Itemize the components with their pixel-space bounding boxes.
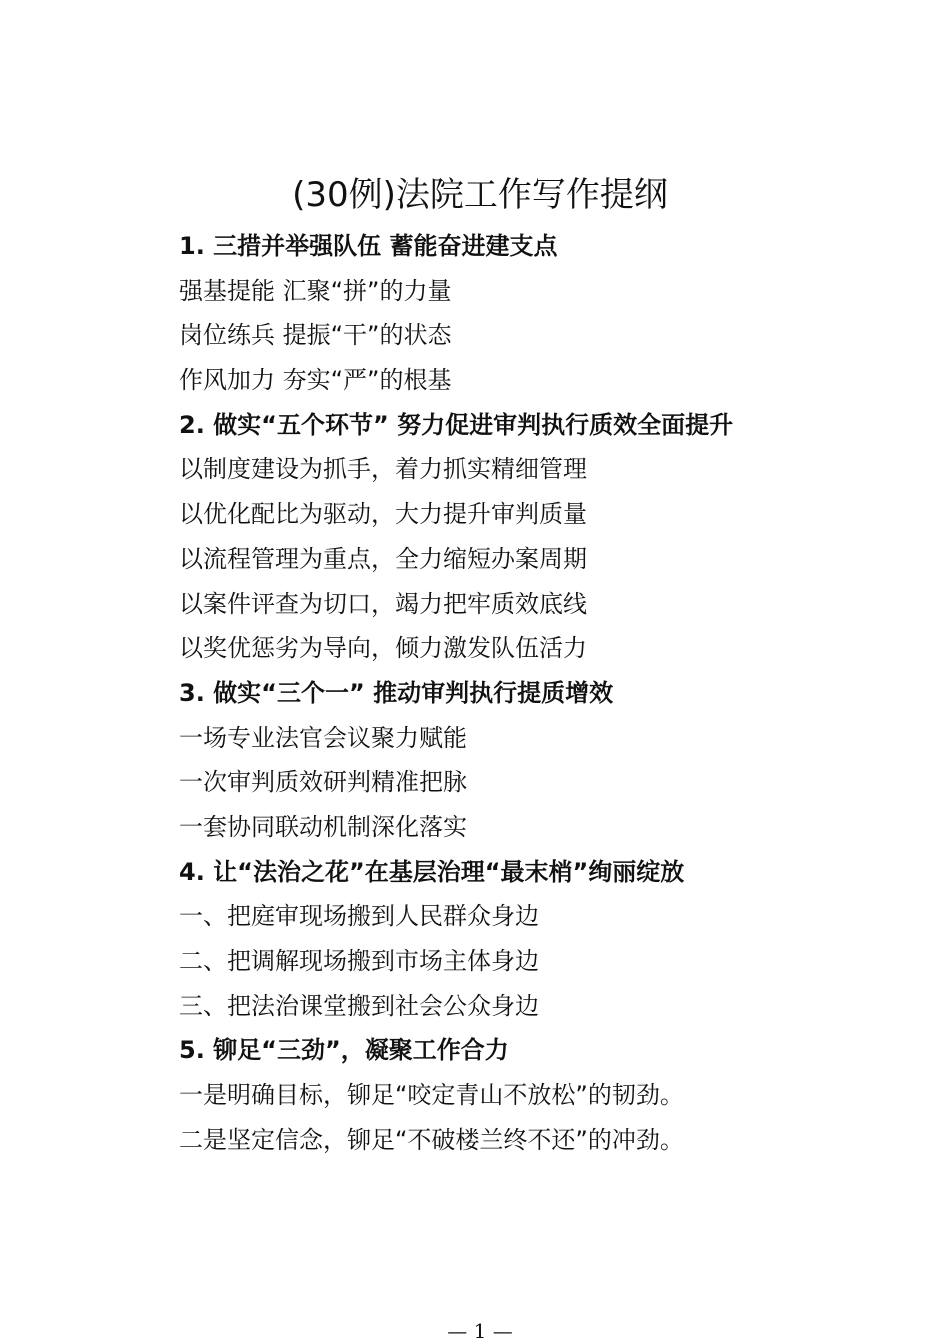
- section-1-item: 作风加力 夯实“严”的根基: [179, 366, 452, 395]
- section-3-item: 一套协同联动机制深化落实: [179, 812, 467, 841]
- section-2-item: 以案件评查为切口，竭力把牢质效底线: [179, 589, 587, 618]
- section-heading-3: 3. 做实“三个一” 推动审判执行提质增效: [179, 678, 614, 707]
- section-1-item: 强基提能 汇聚“拼”的力量: [179, 276, 452, 305]
- document-title: (30例)法院工作写作提纲: [292, 175, 668, 215]
- section-5-item: 一是明确目标，铆足“咬定青山不放松”的韧劲。: [179, 1081, 684, 1110]
- section-2-item: 以优化配比为驱动，大力提升审判质量: [179, 500, 587, 529]
- section-4-item: 二、把调解现场搬到市场主体身边: [179, 947, 539, 975]
- page-number: — 1 —: [447, 1319, 513, 1343]
- section-2-item: 以制度建设为抓手，着力抓实精细管理: [179, 455, 587, 484]
- section-3-item: 一次审判质效研判精准把脉: [179, 768, 467, 797]
- section-2-item: 以流程管理为重点，全力缩短办案周期: [179, 544, 587, 573]
- section-heading-1: 1. 三措并举强队伍 蓄能奋进建支点: [179, 232, 558, 260]
- section-5-item: 二是坚定信念，铆足“不破楼兰终不还”的冲劲。: [179, 1125, 684, 1154]
- section-heading-4: 4. 让“法治之花”在基层治理“最末梢”绚丽绽放: [179, 857, 685, 886]
- section-heading-2: 2. 做实“五个环节” 努力促进审判执行质效全面提升: [179, 410, 734, 439]
- section-3-item: 一场专业法官会议聚力赋能: [179, 723, 467, 752]
- section-1-item: 岗位练兵 提振“干”的状态: [179, 321, 452, 350]
- section-heading-5: 5. 铆足“三劲”，凝聚工作合力: [179, 1036, 509, 1065]
- section-2-item: 以奖优惩劣为导向，倾力激发队伍活力: [179, 634, 587, 663]
- document-body: [179, 224, 919, 1162]
- section-4-item: 三、把法治课堂搬到社会公众身边: [179, 991, 539, 1020]
- section-4-item: 一、把庭审现场搬到人民群众身边: [179, 902, 539, 931]
